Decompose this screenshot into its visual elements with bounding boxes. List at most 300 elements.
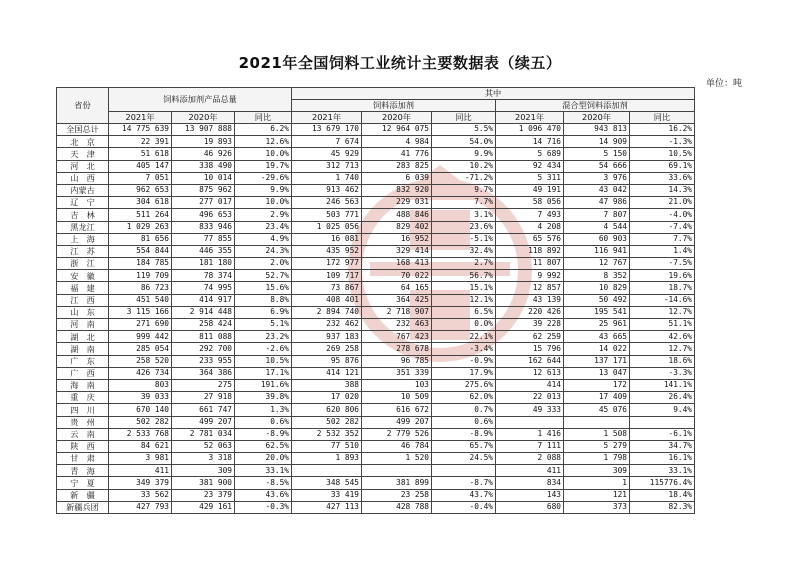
table-cell: 141.1%	[630, 379, 695, 391]
table-cell: 17.9%	[432, 367, 496, 379]
province-cell: 上 海	[57, 233, 109, 245]
table-cell: 137 171	[564, 355, 630, 367]
table-cell: 943 813	[564, 124, 630, 136]
table-cell: 502 282	[292, 416, 362, 428]
table-cell: 6.2%	[235, 124, 292, 136]
header-y2021: 2021年	[292, 112, 362, 124]
table-cell: 10.5%	[235, 355, 292, 367]
table-cell: 20.0%	[235, 453, 292, 465]
table-cell: -0.3%	[235, 501, 292, 513]
table-cell: 511 264	[109, 209, 172, 221]
table-cell	[292, 465, 362, 477]
table-cell: 620 806	[292, 404, 362, 416]
table-cell: 258 520	[109, 355, 172, 367]
province-cell: 广 西	[57, 367, 109, 379]
table-cell: 81 656	[109, 233, 172, 245]
table-cell: 408 401	[292, 294, 362, 306]
page-title: 2021年全国饲料工业统计主要数据表（续五）	[238, 54, 562, 72]
header-yoy: 同比	[432, 112, 496, 124]
table-cell: 43 139	[496, 294, 564, 306]
table-cell: -8.7%	[432, 477, 496, 489]
table-cell: -7.4%	[630, 221, 695, 233]
table-cell: 1 893	[292, 453, 362, 465]
table-cell: 0.6%	[235, 416, 292, 428]
table-row	[57, 404, 695, 416]
table-row	[57, 197, 695, 209]
table-cell: 62 259	[496, 331, 564, 343]
table-cell: 23 379	[172, 489, 235, 501]
table-cell: 232 462	[292, 319, 362, 331]
province-cell: 内蒙古	[57, 184, 109, 196]
province-cell: 新疆兵团	[57, 501, 109, 513]
table-row	[57, 233, 695, 245]
table-cell: 446 355	[172, 245, 235, 257]
province-cell: 江 苏	[57, 245, 109, 257]
table-cell: 65.7%	[432, 440, 496, 452]
table-cell: 15.6%	[235, 282, 292, 294]
table-cell: -3.3%	[630, 367, 695, 379]
province-cell: 吉 林	[57, 209, 109, 221]
table-cell: 64 165	[362, 282, 432, 294]
province-cell: 河 北	[57, 160, 109, 172]
table-cell	[362, 465, 432, 477]
table-cell	[496, 416, 564, 428]
table-cell: 18.7%	[630, 282, 695, 294]
table-cell: 312 713	[292, 160, 362, 172]
province-cell: 湖 南	[57, 343, 109, 355]
header-yoy: 同比	[235, 112, 292, 124]
table-cell: 17 020	[292, 392, 362, 404]
table-cell	[564, 416, 630, 428]
table-cell: 3 976	[564, 172, 630, 184]
table-cell: 19.7%	[235, 160, 292, 172]
table-row	[57, 148, 695, 160]
table-cell: 229 031	[362, 197, 432, 209]
table-cell: 33 419	[292, 489, 362, 501]
header-y2020: 2020年	[172, 112, 235, 124]
table-row	[57, 355, 695, 367]
table-cell: 60 903	[564, 233, 630, 245]
table-cell: 3 981	[109, 453, 172, 465]
table-cell: 109 717	[292, 270, 362, 282]
table-cell: 451 540	[109, 294, 172, 306]
table-cell: 1 520	[362, 453, 432, 465]
table-cell: 329 414	[362, 245, 432, 257]
table-row	[57, 331, 695, 343]
table-cell: 4 984	[362, 136, 432, 148]
table-cell: 10.2%	[432, 160, 496, 172]
table-cell: 56.7%	[432, 270, 496, 282]
table-cell: 414 121	[292, 367, 362, 379]
table-cell: 427 793	[109, 501, 172, 513]
table-cell: 33.1%	[235, 465, 292, 477]
table-cell: 184 785	[109, 258, 172, 270]
table-cell: 6.5%	[432, 306, 496, 318]
table-cell: 2 914 448	[172, 306, 235, 318]
table-cell: 47 986	[564, 197, 630, 209]
table-cell: 7 807	[564, 209, 630, 221]
table-cell: 832 920	[362, 184, 432, 196]
table-cell: 33.6%	[630, 172, 695, 184]
table-cell: 1 029 263	[109, 221, 172, 233]
table-row	[57, 136, 695, 148]
table-cell: 17.1%	[235, 367, 292, 379]
table-cell: 499 207	[172, 416, 235, 428]
table-cell: 54.0%	[432, 136, 496, 148]
table-cell: 16.2%	[630, 124, 695, 136]
table-cell: 34.7%	[630, 440, 695, 452]
table-cell: 6.9%	[235, 306, 292, 318]
table-cell: 39 228	[496, 319, 564, 331]
table-cell: 2 532 352	[292, 428, 362, 440]
table-cell: -8.9%	[235, 428, 292, 440]
table-cell: 121	[564, 489, 630, 501]
table-row	[57, 245, 695, 257]
table-cell: -5.1%	[432, 233, 496, 245]
table-row	[57, 270, 695, 282]
table-cell: 5 689	[496, 148, 564, 160]
table-cell: 16 081	[292, 233, 362, 245]
table-cell: 381 900	[172, 477, 235, 489]
province-cell: 贵 州	[57, 416, 109, 428]
header-group-of-which: 其中	[292, 88, 695, 100]
province-cell: 全国总计	[57, 124, 109, 136]
table-cell: 278 678	[362, 343, 432, 355]
table-cell: 39 033	[109, 392, 172, 404]
table-cell: 426 734	[109, 367, 172, 379]
table-cell: 803	[109, 379, 172, 391]
table-cell: 9.9%	[432, 148, 496, 160]
table-cell: 1 096 470	[496, 124, 564, 136]
table-cell: 168 413	[362, 258, 432, 270]
header-y2021: 2021年	[109, 112, 172, 124]
table-cell: 1 416	[496, 428, 564, 440]
table-cell: 309	[564, 465, 630, 477]
table-cell: 12 857	[496, 282, 564, 294]
table-row	[57, 392, 695, 404]
table-cell: 103	[362, 379, 432, 391]
table-row	[57, 306, 695, 318]
table-cell: 10.0%	[235, 148, 292, 160]
province-cell: 四 川	[57, 404, 109, 416]
table-cell: 292 700	[172, 343, 235, 355]
table-cell: 14.3%	[630, 184, 695, 196]
table-cell: 22 391	[109, 136, 172, 148]
table-cell: 13 047	[564, 367, 630, 379]
table-cell: 670 140	[109, 404, 172, 416]
table-cell: 11 807	[496, 258, 564, 270]
table-cell: 4 544	[564, 221, 630, 233]
header-yoy: 同比	[630, 112, 695, 124]
table-cell: 4 208	[496, 221, 564, 233]
table-cell: 13 679 170	[292, 124, 362, 136]
header-y2021: 2021年	[496, 112, 564, 124]
table-cell: 12.1%	[432, 294, 496, 306]
table-cell: 309	[172, 465, 235, 477]
table-cell: 271 690	[109, 319, 172, 331]
table-cell: -29.6%	[235, 172, 292, 184]
table-row	[57, 221, 695, 233]
table-cell: 1.4%	[630, 245, 695, 257]
province-cell: 安 徽	[57, 270, 109, 282]
table-cell: 10 509	[362, 392, 432, 404]
header-group-total: 饲料添加剂产品总量	[109, 88, 292, 112]
table-cell: 7.7%	[432, 197, 496, 209]
province-cell: 山 西	[57, 172, 109, 184]
table-row	[57, 172, 695, 184]
table-cell: 52.7%	[235, 270, 292, 282]
table-cell: 12.7%	[630, 343, 695, 355]
table-cell: 7.7%	[630, 233, 695, 245]
table-row	[57, 465, 695, 477]
header-y2020: 2020年	[564, 112, 630, 124]
province-cell: 宁 夏	[57, 477, 109, 489]
table-cell: 364 386	[172, 367, 235, 379]
table-cell: 50 492	[564, 294, 630, 306]
table-row	[57, 209, 695, 221]
table-cell	[630, 416, 695, 428]
table-cell: 24.3%	[235, 245, 292, 257]
table-cell: 767 423	[362, 331, 432, 343]
province-cell: 江 西	[57, 294, 109, 306]
table-row	[57, 160, 695, 172]
data-table	[56, 87, 695, 514]
table-cell: 73 867	[292, 282, 362, 294]
province-cell: 山 东	[57, 306, 109, 318]
table-cell: 833 946	[172, 221, 235, 233]
table-cell: 14 716	[496, 136, 564, 148]
header-group-additive: 饲料添加剂	[292, 100, 496, 112]
table-cell: 12 964 075	[362, 124, 432, 136]
table-cell: 7 051	[109, 172, 172, 184]
table-cell: 2 894 740	[292, 306, 362, 318]
table-cell: 51.1%	[630, 319, 695, 331]
province-cell: 陕 西	[57, 440, 109, 452]
table-cell: 220 426	[496, 306, 564, 318]
table-cell: 277 017	[172, 197, 235, 209]
table-cell: 7 674	[292, 136, 362, 148]
table-cell: 39.8%	[235, 392, 292, 404]
table-cell: 811 088	[172, 331, 235, 343]
table-cell: 962 653	[109, 184, 172, 196]
header-y2020: 2020年	[362, 112, 432, 124]
table-cell: 95 876	[292, 355, 362, 367]
table-cell: 23.4%	[235, 221, 292, 233]
table-cell: -0.9%	[432, 355, 496, 367]
table-cell	[432, 465, 496, 477]
table-cell: 7 493	[496, 209, 564, 221]
table-cell: 275	[172, 379, 235, 391]
table-cell: 32.4%	[432, 245, 496, 257]
table-cell: 162 644	[496, 355, 564, 367]
table-cell: 275.6%	[432, 379, 496, 391]
table-cell: 12 613	[496, 367, 564, 379]
table-cell: 41 776	[362, 148, 432, 160]
table-cell: 70 022	[362, 270, 432, 282]
table-cell: 62.5%	[235, 440, 292, 452]
province-cell: 新 疆	[57, 489, 109, 501]
table-cell: 14 775 639	[109, 124, 172, 136]
table-cell: 283 825	[362, 160, 432, 172]
table-cell: 1 798	[564, 453, 630, 465]
table-cell: 661 747	[172, 404, 235, 416]
table-body	[57, 124, 695, 514]
table-row	[57, 416, 695, 428]
table-cell: 24.5%	[432, 453, 496, 465]
table-cell: 77 855	[172, 233, 235, 245]
table-cell: 21.0%	[630, 197, 695, 209]
table-cell: 1 025 056	[292, 221, 362, 233]
table-cell: 181 180	[172, 258, 235, 270]
table-cell: -8.5%	[235, 477, 292, 489]
table-cell: 1.3%	[235, 404, 292, 416]
table-row	[57, 477, 695, 489]
table-cell: 8.8%	[235, 294, 292, 306]
table-cell: 18.4%	[630, 489, 695, 501]
table-cell: 9.4%	[630, 404, 695, 416]
table-cell: 2 718 907	[362, 306, 432, 318]
province-cell: 福 建	[57, 282, 109, 294]
table-cell: 429 161	[172, 501, 235, 513]
table-cell: 27 918	[172, 392, 235, 404]
table-cell: 43 042	[564, 184, 630, 196]
table-row	[57, 319, 695, 331]
table-cell: 22.1%	[432, 331, 496, 343]
table-cell: 19.6%	[630, 270, 695, 282]
table-cell: 13 907 888	[172, 124, 235, 136]
table-cell: 45 929	[292, 148, 362, 160]
table-cell: 49 191	[496, 184, 564, 196]
table-cell: 82.3%	[630, 501, 695, 513]
table-cell: 14 022	[564, 343, 630, 355]
table-row	[57, 501, 695, 513]
table-cell: 246 563	[292, 197, 362, 209]
table-cell: 42.6%	[630, 331, 695, 343]
table-cell: 414 917	[172, 294, 235, 306]
table-cell: 23.2%	[235, 331, 292, 343]
table-row	[57, 294, 695, 306]
table-cell: 5.1%	[235, 319, 292, 331]
table-cell: 12 767	[564, 258, 630, 270]
table-cell: 6 039	[362, 172, 432, 184]
table-cell: 488 846	[362, 209, 432, 221]
table-cell: 411	[109, 465, 172, 477]
table-cell: 304 618	[109, 197, 172, 209]
table-cell: 3 115 166	[109, 306, 172, 318]
province-cell: 北 京	[57, 136, 109, 148]
table-cell: 1	[564, 477, 630, 489]
table-cell: 10 829	[564, 282, 630, 294]
table-row	[57, 282, 695, 294]
province-cell: 天 津	[57, 148, 109, 160]
table-cell: 2.9%	[235, 209, 292, 221]
table-cell: 143	[496, 489, 564, 501]
table-cell: 2.7%	[432, 258, 496, 270]
table-cell: 16.1%	[630, 453, 695, 465]
table-cell: -6.1%	[630, 428, 695, 440]
province-cell: 广 东	[57, 355, 109, 367]
table-cell: 43 665	[564, 331, 630, 343]
table-cell: 118 892	[496, 245, 564, 257]
table-cell: 5 311	[496, 172, 564, 184]
table-cell: 269 258	[292, 343, 362, 355]
table-cell: -0.4%	[432, 501, 496, 513]
table-cell: 348 545	[292, 477, 362, 489]
table-cell: 258 424	[172, 319, 235, 331]
table-cell: 33 562	[109, 489, 172, 501]
table-cell: 69.1%	[630, 160, 695, 172]
table-cell: 0.0%	[432, 319, 496, 331]
table-cell: 3.1%	[432, 209, 496, 221]
table-cell: 381 899	[362, 477, 432, 489]
table-cell: 5 150	[564, 148, 630, 160]
table-cell: 84 621	[109, 440, 172, 452]
province-cell: 青 海	[57, 465, 109, 477]
province-cell: 辽 宁	[57, 197, 109, 209]
table-cell: 18.6%	[630, 355, 695, 367]
table-cell: 172 977	[292, 258, 362, 270]
table-cell: 0.7%	[432, 404, 496, 416]
table-cell: 2 779 526	[362, 428, 432, 440]
table-cell: 937 183	[292, 331, 362, 343]
table-cell: 388	[292, 379, 362, 391]
table-cell: 45 076	[564, 404, 630, 416]
table-cell: 428 788	[362, 501, 432, 513]
table-cell: 51 618	[109, 148, 172, 160]
province-cell: 湖 北	[57, 331, 109, 343]
table-cell: 16 952	[362, 233, 432, 245]
table-cell: 285 054	[109, 343, 172, 355]
table-cell: 502 282	[109, 416, 172, 428]
table-row	[57, 124, 695, 136]
table-cell: 43.6%	[235, 489, 292, 501]
province-cell: 甘 肃	[57, 453, 109, 465]
table-cell: 349 379	[109, 477, 172, 489]
table-cell: 9.9%	[235, 184, 292, 196]
table-cell: 25 961	[564, 319, 630, 331]
table-cell: -71.2%	[432, 172, 496, 184]
table-cell: 58 056	[496, 197, 564, 209]
province-cell: 重 庆	[57, 392, 109, 404]
table-cell: 49 333	[496, 404, 564, 416]
table-cell: 427 113	[292, 501, 362, 513]
table-cell: 554 844	[109, 245, 172, 257]
table-cell: -4.0%	[630, 209, 695, 221]
table-cell: 2 781 034	[172, 428, 235, 440]
table-cell: 834	[496, 477, 564, 489]
table-cell: 15 796	[496, 343, 564, 355]
table-cell: 17 409	[564, 392, 630, 404]
table-cell: 875 962	[172, 184, 235, 196]
table-row	[57, 440, 695, 452]
table-cell: 86 723	[109, 282, 172, 294]
table-cell: -7.5%	[630, 258, 695, 270]
table-cell: 23.6%	[432, 221, 496, 233]
table-cell: 22 013	[496, 392, 564, 404]
table-cell: 2 088	[496, 453, 564, 465]
table-cell: 503 771	[292, 209, 362, 221]
table-cell: 5 279	[564, 440, 630, 452]
table-cell: 12.7%	[630, 306, 695, 318]
table-cell: 78 374	[172, 270, 235, 282]
table-cell: 351 339	[362, 367, 432, 379]
table-cell: 10 014	[172, 172, 235, 184]
table-row	[57, 428, 695, 440]
table-cell: 195 541	[564, 306, 630, 318]
province-cell: 云 南	[57, 428, 109, 440]
table-cell: 43.7%	[432, 489, 496, 501]
table-cell: -2.6%	[235, 343, 292, 355]
